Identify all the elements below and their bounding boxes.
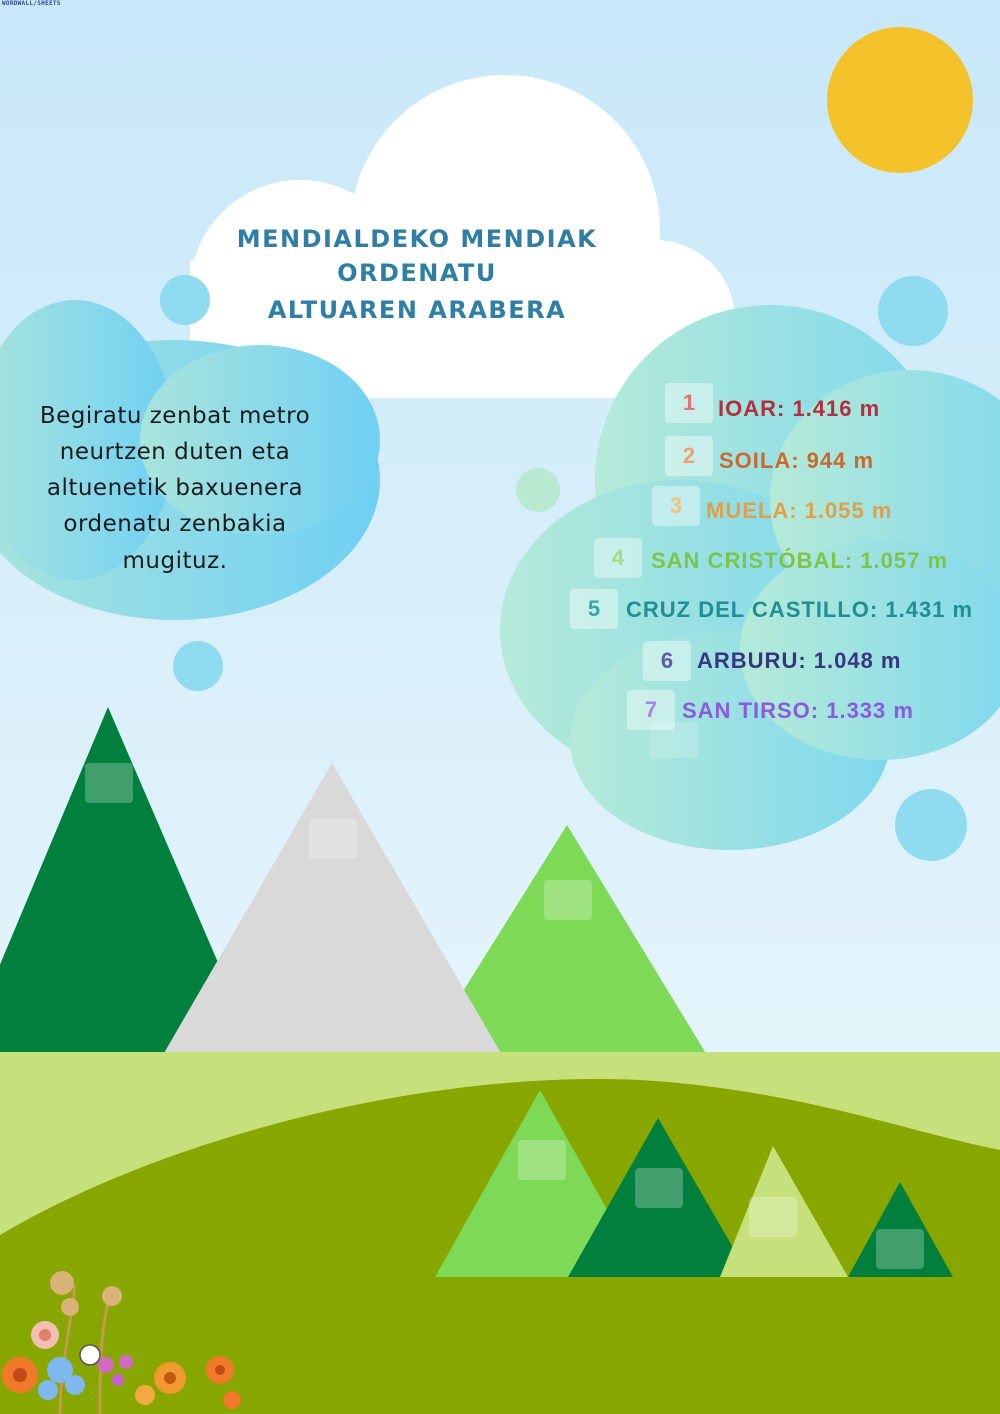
mountain-label-cruz-del-castillo: CRUZ DEL CASTILLO: 1.431 m xyxy=(626,597,974,622)
drop-slot-small-pale-mountain[interactable] xyxy=(749,1197,797,1237)
drop-slot-dark-green-mountain[interactable] xyxy=(85,763,133,803)
number-tile-6[interactable]: 6 xyxy=(643,641,691,681)
empty-tile xyxy=(650,722,698,758)
instruction-line: Begiratu zenbat metro xyxy=(39,403,311,429)
drop-slot-small-dark-green-mountain-2[interactable] xyxy=(876,1229,924,1269)
mountain-label-soila: SOILA: 944 m xyxy=(719,448,875,473)
instruction-line: altuenetik baxuenera xyxy=(46,475,304,501)
mountain-label-san-cristobal: SAN CRISTÓBAL: 1.057 m xyxy=(651,548,949,573)
bubble xyxy=(895,789,967,861)
number-tile-1[interactable]: 1 xyxy=(665,383,713,423)
mountain-label-ioar: IOAR: 1.416 m xyxy=(718,396,881,421)
wordwall-logo: WORDWALL/SHEETS xyxy=(2,0,61,7)
sun xyxy=(827,27,973,173)
drop-slot-small-dark-green-mountain[interactable] xyxy=(635,1168,683,1208)
mountain-label-arburu: ARBURU: 1.048 m xyxy=(697,648,902,673)
drop-slot-grey-mountain[interactable] xyxy=(309,819,357,859)
instruction-line: neurtzen duten eta xyxy=(59,439,291,465)
number-tile-7[interactable]: 7 xyxy=(627,690,675,730)
bubble xyxy=(516,468,560,512)
title-line-1: MENDIALDEKO MENDIAK xyxy=(236,225,598,253)
number-tile-4[interactable]: 4 xyxy=(594,538,642,578)
title-line-3: ALTUAREN ARABERA xyxy=(267,296,567,324)
title-line-2: ORDENATU xyxy=(337,259,497,287)
bubble xyxy=(878,276,948,346)
number-tile-3[interactable]: 3 xyxy=(652,486,700,526)
instruction-line: mugituz. xyxy=(122,548,228,574)
mountain-label-muela: MUELA: 1.055 m xyxy=(706,498,893,523)
number-tile-5[interactable]: 5 xyxy=(570,589,618,629)
number-tile-2[interactable]: 2 xyxy=(665,436,713,476)
mountain-label-san-tirso: SAN TIRSO: 1.333 m xyxy=(682,698,914,723)
instruction-line: ordenatu zenbakia xyxy=(63,511,287,537)
drop-slot-small-light-green-mountain[interactable] xyxy=(518,1140,566,1180)
drop-slot-light-green-mountain[interactable] xyxy=(544,880,592,920)
bubble xyxy=(160,275,210,325)
bubble xyxy=(173,641,223,691)
